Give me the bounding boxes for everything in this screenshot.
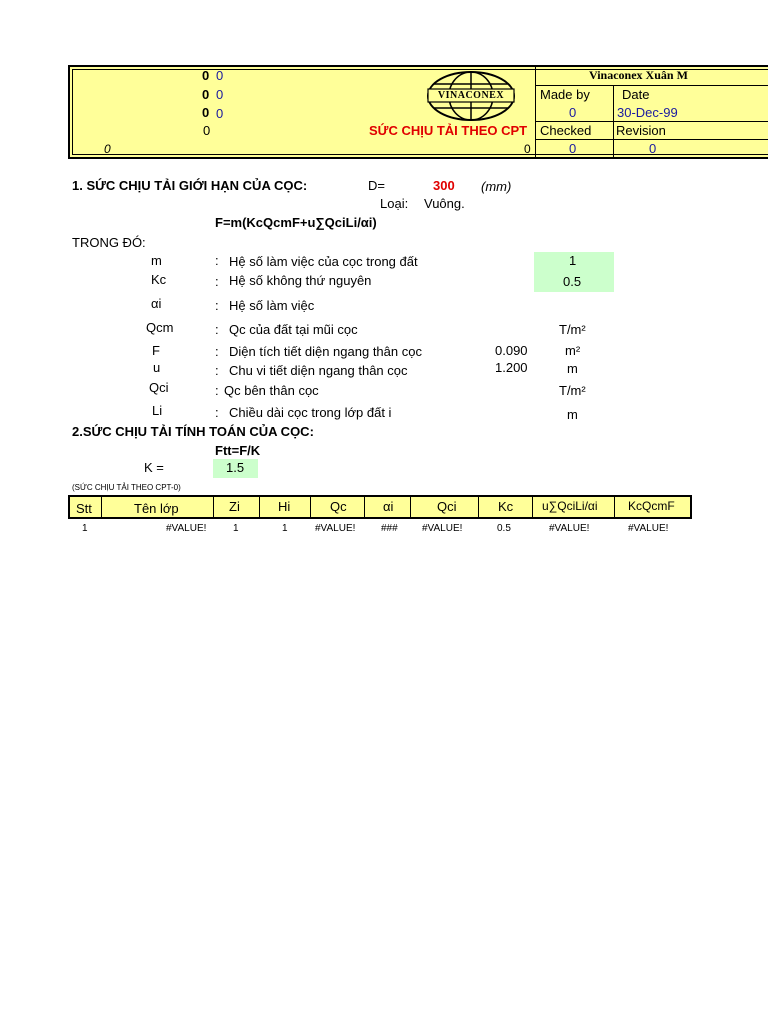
table-cell: 1 <box>82 523 88 534</box>
type-value: Vuông. <box>424 196 465 211</box>
col-divider <box>478 497 479 517</box>
param-colon: : <box>215 298 219 313</box>
table-header: Qci <box>437 499 457 514</box>
param-symbol: Li <box>152 403 163 418</box>
param-value: 0.090 <box>495 343 528 358</box>
table-header: Qc <box>330 499 347 514</box>
param-colon: : <box>215 405 219 420</box>
made-by-value: 0 <box>569 105 577 120</box>
param-value: 0.5 <box>563 274 582 289</box>
col-divider <box>410 497 411 517</box>
d-value: 300 <box>433 178 455 193</box>
col-divider <box>614 497 615 517</box>
param-symbol: αi <box>151 296 162 311</box>
param-symbol: Kc <box>151 272 167 287</box>
header-value: 0 <box>216 68 224 83</box>
param-colon: : <box>215 253 219 268</box>
col-divider <box>259 497 260 517</box>
param-desc: Chu vi tiết diện ngang thân cọc <box>229 363 408 378</box>
doc-title: SỨC CHỊU TẢI THEO CPT <box>369 123 528 138</box>
table-cell: #VALUE! <box>549 523 590 534</box>
param-unit: T/m² <box>559 322 586 337</box>
table-header: αi <box>383 499 394 514</box>
param-unit: m² <box>565 343 581 358</box>
header-value: 0 <box>202 87 210 102</box>
table-cell: #VALUE! <box>422 523 463 534</box>
param-unit: T/m² <box>559 383 586 398</box>
d-unit: (mm) <box>481 179 512 194</box>
table-cell: #VALUE! <box>166 523 207 534</box>
param-symbol: Qci <box>149 380 169 395</box>
table-cell: 1 <box>282 523 288 534</box>
divider <box>536 139 768 140</box>
param-colon: : <box>215 322 219 337</box>
param-unit: m <box>567 407 578 422</box>
logo-text: VINACONEX <box>437 90 505 101</box>
param-desc: Diện tích tiết diện ngang thân cọc <box>229 344 422 359</box>
table-cell: #VALUE! <box>315 523 356 534</box>
header-value: 0 <box>202 68 210 83</box>
where-label: TRONG ĐÓ: <box>72 235 146 250</box>
param-desc: Hệ số làm việc của cọc trong đất <box>229 254 418 269</box>
param-symbol: Qcm <box>146 320 174 335</box>
param-colon: : <box>215 344 219 359</box>
param-desc: Qc bên thân cọc <box>224 383 319 398</box>
header-value: 0 <box>216 106 224 121</box>
table-caption: (SỨC CHỊU TẢI THEO CPT-0) <box>72 483 181 492</box>
revision-label: Revision <box>616 123 666 138</box>
param-symbol: m <box>151 253 162 268</box>
header-value: 0 <box>216 87 224 102</box>
param-desc: Hệ số không thứ nguyên <box>229 273 372 288</box>
section-2-title: 2.SỨC CHỊU TẢI TÍNH TOÁN CỦA CỌC: <box>72 424 314 439</box>
header-value: 0 <box>202 105 210 120</box>
param-colon: : <box>215 363 219 378</box>
param-desc: Qc của đất tại mũi cọc <box>229 322 358 337</box>
formula: F=m(KcQcmF+u∑QciLi/αi) <box>215 215 377 230</box>
d-label: D= <box>368 178 385 193</box>
table-cell: 1 <box>233 523 239 534</box>
col-divider <box>310 497 311 517</box>
type-label: Loại: <box>380 196 409 211</box>
header-value: 0 <box>524 142 531 156</box>
table-header: Tên lớp <box>134 501 179 516</box>
col-divider <box>101 497 102 517</box>
company-logo <box>426 70 516 122</box>
param-colon: : <box>215 274 219 289</box>
company-name: Vinaconex Xuân M <box>589 68 688 82</box>
header-value: 0 <box>203 123 211 138</box>
table-header: Zi <box>229 499 240 514</box>
checked-value: 0 <box>569 141 577 156</box>
table-header: Hi <box>278 499 291 514</box>
col-divider <box>364 497 365 517</box>
table-header: Stt <box>76 501 92 516</box>
param-desc: Chiều dài cọc trong lớp đất i <box>229 405 392 420</box>
param-symbol: u <box>153 360 161 375</box>
param-symbol: F <box>152 343 160 358</box>
k-label: K = <box>144 460 164 475</box>
revision-value: 0 <box>649 141 657 156</box>
divider <box>536 121 768 122</box>
param-colon: : <box>215 383 219 398</box>
formula-ftt: Ftt=F/K <box>215 443 261 458</box>
checked-label: Checked <box>540 123 592 138</box>
header-value: 0 <box>104 142 111 156</box>
table-header: u∑QciLi/αi <box>542 499 598 513</box>
date-label: Date <box>622 87 650 102</box>
param-unit: m <box>567 361 578 376</box>
col-divider <box>213 497 214 517</box>
k-value: 1.5 <box>226 460 245 475</box>
table-cell: ### <box>381 523 398 534</box>
divider <box>535 67 536 157</box>
divider <box>536 85 768 86</box>
section-1-title: 1. SỨC CHỊU TẢI GIỚI HẠN CỦA CỌC: <box>72 178 308 193</box>
table-cell: #VALUE! <box>628 523 669 534</box>
date-value: 30-Dec-99 <box>617 105 678 120</box>
table-cell: 0.5 <box>497 523 511 534</box>
param-value: 1.200 <box>495 360 528 375</box>
param-desc: Hệ số làm việc <box>229 298 315 313</box>
col-divider <box>532 497 533 517</box>
param-value: 1 <box>569 253 577 268</box>
table-header: KcQcmF <box>628 499 675 513</box>
made-by-label: Made by <box>540 87 590 102</box>
table-header: Kc <box>498 499 514 514</box>
